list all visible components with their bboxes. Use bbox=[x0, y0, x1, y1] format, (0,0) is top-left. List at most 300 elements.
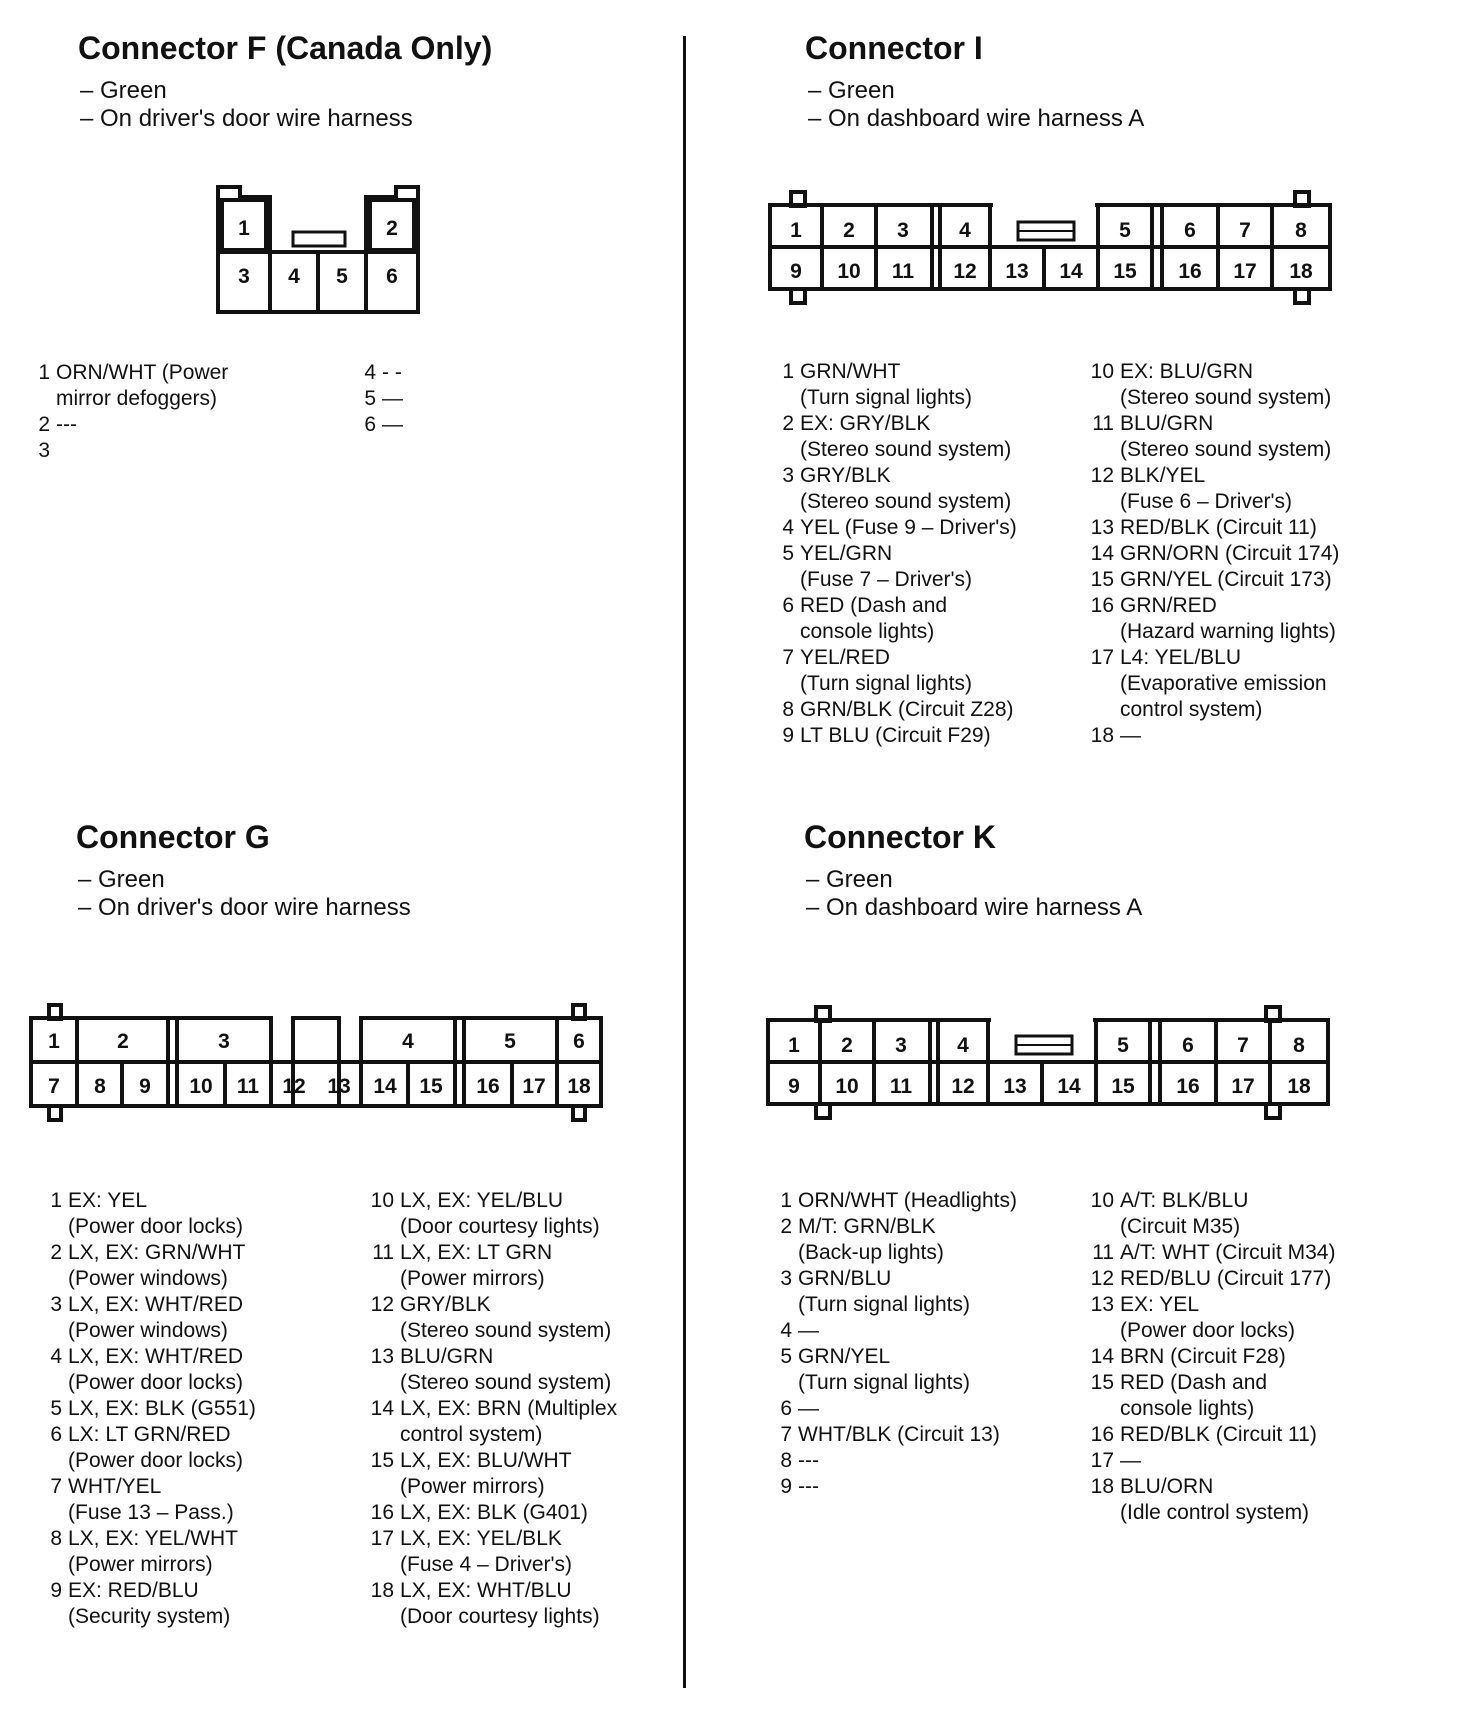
pin-entry bbox=[760, 1474, 1017, 1500]
pin-description: RED (Dash and bbox=[1120, 1371, 1268, 1394]
pin-8-label: 8 bbox=[1295, 219, 1307, 242]
connector-g-color: – Green bbox=[78, 866, 165, 893]
pin-description: A/T: BLK/BLU bbox=[1120, 1189, 1249, 1212]
pin-description: GRN/WHT bbox=[800, 360, 901, 383]
pin-12-label: 12 bbox=[951, 1075, 975, 1098]
pin-description: (Hazard warning lights) bbox=[1120, 620, 1336, 643]
pin-7-label: 7 bbox=[1239, 219, 1251, 242]
pin-1-label: 1 bbox=[788, 1034, 800, 1057]
pin-number: 9 bbox=[780, 1475, 792, 1498]
pin-6-label: 6 bbox=[386, 265, 398, 288]
pin-entry bbox=[762, 723, 1017, 749]
pin-description: WHT/YEL bbox=[68, 1475, 162, 1498]
pin-description: WHT/BLK (Circuit 13) bbox=[798, 1423, 1000, 1446]
pin-3-label: 3 bbox=[895, 1034, 907, 1057]
pin-description: — bbox=[382, 413, 403, 436]
pin-number: 2 bbox=[50, 1241, 62, 1264]
pin-number bbox=[362, 1604, 400, 1630]
pin-description: — bbox=[382, 387, 403, 410]
pin-number: 6 bbox=[364, 413, 376, 436]
pin-description: BLU/ORN bbox=[1120, 1475, 1214, 1498]
pin-description: (Power door locks) bbox=[68, 1215, 244, 1238]
pin-description: GRY/BLK bbox=[400, 1293, 491, 1316]
pin-number: 3 bbox=[50, 1293, 62, 1316]
pin-2-label: 2 bbox=[117, 1030, 129, 1053]
pin-number: 17 bbox=[1090, 646, 1114, 669]
pin-entry bbox=[30, 1292, 256, 1318]
pin-number bbox=[762, 567, 800, 593]
pin-number: 8 bbox=[50, 1527, 62, 1550]
pin-entry bbox=[362, 1552, 617, 1578]
pin-description: — bbox=[1120, 724, 1141, 747]
connector-k-pin-list-right bbox=[1082, 1188, 1335, 1526]
pin-description: GRN/YEL (Circuit 173) bbox=[1120, 568, 1332, 591]
pin-entry bbox=[1082, 1344, 1335, 1370]
pin-13-label: 13 bbox=[1005, 260, 1029, 283]
pin-description: M/T: GRN/BLK bbox=[798, 1215, 936, 1238]
pin-description: EX: RED/BLU bbox=[68, 1579, 199, 1602]
pin-5-label: 5 bbox=[1117, 1034, 1129, 1057]
pin-6-label: 6 bbox=[1182, 1034, 1194, 1057]
pin-number: 15 bbox=[370, 1449, 394, 1472]
pin-entry bbox=[30, 1214, 256, 1240]
pin-description: control system) bbox=[400, 1423, 543, 1446]
pin-entry bbox=[1082, 437, 1339, 463]
pin-6-label: 6 bbox=[573, 1030, 585, 1053]
pin-entry bbox=[362, 1448, 617, 1474]
pin-number bbox=[362, 1552, 400, 1578]
pin-number: 16 bbox=[370, 1501, 394, 1524]
pin-number: 12 bbox=[370, 1293, 394, 1316]
pin-2-label: 2 bbox=[386, 217, 398, 240]
pin-entry bbox=[30, 1552, 256, 1578]
pin-number: 7 bbox=[50, 1475, 62, 1498]
pin-entry bbox=[762, 489, 1017, 515]
pin-9-label: 9 bbox=[790, 260, 802, 283]
pin-description: RED/BLK (Circuit 11) bbox=[1120, 1423, 1317, 1446]
pin-number bbox=[362, 1214, 400, 1240]
pin-entry bbox=[1082, 1500, 1335, 1526]
pin-entry bbox=[362, 1370, 617, 1396]
pin-entry bbox=[18, 438, 228, 464]
pin-4-label: 4 bbox=[957, 1034, 969, 1057]
connector-i-pin-list-right bbox=[1082, 359, 1339, 749]
pin-number: 17 bbox=[370, 1527, 394, 1550]
pin-entry bbox=[344, 412, 403, 438]
pin-description: (Stereo sound system) bbox=[800, 438, 1012, 461]
pin-6-label: 6 bbox=[1184, 219, 1196, 242]
pin-description: LX, EX: WHT/RED bbox=[68, 1293, 244, 1316]
pin-number: 13 bbox=[370, 1345, 394, 1368]
pin-number bbox=[30, 1604, 68, 1630]
pin-description: mirror defoggers) bbox=[56, 387, 218, 410]
pin-entry bbox=[760, 1214, 1017, 1240]
pin-10-label: 10 bbox=[835, 1075, 859, 1098]
pin-13-label: 13 bbox=[327, 1075, 351, 1098]
pin-description: (Turn signal lights) bbox=[798, 1293, 970, 1316]
pin-number: 9 bbox=[50, 1579, 62, 1602]
pin-number bbox=[30, 1500, 68, 1526]
pin-entry bbox=[760, 1292, 1017, 1318]
pin-description: (Power door locks) bbox=[1120, 1319, 1296, 1342]
connector-i-title: Connector I bbox=[805, 30, 983, 66]
pin-number bbox=[30, 1370, 68, 1396]
pin-number: 1 bbox=[780, 1189, 792, 1212]
pin-entry bbox=[362, 1422, 617, 1448]
pin-description: BRN (Circuit F28) bbox=[1120, 1345, 1286, 1368]
pin-entry bbox=[762, 437, 1017, 463]
pin-entry bbox=[30, 1422, 256, 1448]
pin-number bbox=[1082, 1214, 1120, 1240]
pin-entry bbox=[762, 515, 1017, 541]
connector-k-location: – On dashboard wire harness A bbox=[806, 894, 1143, 921]
pin-entry bbox=[1082, 1422, 1335, 1448]
pin-number: 11 bbox=[1092, 412, 1114, 435]
pin-13-label: 13 bbox=[1003, 1075, 1027, 1098]
pin-number: 4 bbox=[780, 1319, 792, 1342]
pin-entry bbox=[30, 1396, 256, 1422]
pin-entry bbox=[362, 1344, 617, 1370]
pin-entry bbox=[1082, 359, 1339, 385]
pin-description: RED/BLK (Circuit 11) bbox=[1120, 516, 1317, 539]
pin-description: LX, EX: BLU/WHT bbox=[400, 1449, 572, 1472]
pin-number: 3 bbox=[782, 464, 794, 487]
pin-entry bbox=[1082, 567, 1339, 593]
pin-description: LX, EX: GRN/WHT bbox=[68, 1241, 246, 1264]
pin-entry bbox=[762, 411, 1017, 437]
connector-f-pin-list-left bbox=[18, 360, 228, 464]
pin-number: 18 bbox=[1090, 1475, 1114, 1498]
pin-description: --- bbox=[56, 413, 77, 436]
pin-number: 6 bbox=[50, 1423, 62, 1446]
pin-number: 15 bbox=[1090, 1371, 1114, 1394]
pin-1-label: 1 bbox=[790, 219, 802, 242]
pin-4-label: 4 bbox=[288, 265, 300, 288]
pin-9-label: 9 bbox=[139, 1075, 151, 1098]
pin-number: 5 bbox=[364, 387, 376, 410]
pin-description: console lights) bbox=[1120, 1397, 1255, 1420]
pin-4-label: 4 bbox=[402, 1030, 414, 1053]
connector-k-title: Connector K bbox=[804, 819, 996, 855]
pin-entry bbox=[762, 567, 1017, 593]
pin-number: 13 bbox=[1090, 1293, 1114, 1316]
pin-number: 15 bbox=[1090, 568, 1114, 591]
center-divider bbox=[683, 36, 686, 1688]
pin-16-label: 16 bbox=[1176, 1075, 1200, 1098]
pin-entry bbox=[1082, 1396, 1335, 1422]
pin-entry bbox=[760, 1448, 1017, 1474]
pin-number: 2 bbox=[782, 412, 794, 435]
pin-number bbox=[1082, 697, 1120, 723]
pin-number: 13 bbox=[1090, 516, 1114, 539]
pin-description: (Fuse 7 – Driver's) bbox=[800, 568, 973, 591]
pin-11-label: 11 bbox=[891, 260, 915, 283]
pin-number: 4 bbox=[782, 516, 794, 539]
pin-entry bbox=[1082, 1188, 1335, 1214]
connector-g-pin-list-left bbox=[30, 1188, 256, 1630]
pin-description: YEL (Fuse 9 – Driver's) bbox=[800, 516, 1017, 539]
pin-number: 7 bbox=[782, 646, 794, 669]
pin-description: --- bbox=[798, 1475, 819, 1498]
pin-description: control system) bbox=[1120, 698, 1263, 721]
pin-entry bbox=[1082, 1214, 1335, 1240]
pin-number: 8 bbox=[782, 698, 794, 721]
connector-g-pin-list-right bbox=[362, 1188, 617, 1630]
pin-18-label: 18 bbox=[1289, 260, 1313, 283]
connector-i-color: – Green bbox=[808, 77, 895, 104]
connector-k-pin-list-left bbox=[760, 1188, 1017, 1500]
pin-entry bbox=[30, 1240, 256, 1266]
pin-1-label: 1 bbox=[48, 1030, 60, 1053]
pin-description: ORN/WHT (Power bbox=[56, 361, 229, 384]
pin-description: LX, EX: WHT/RED bbox=[68, 1345, 244, 1368]
connector-g-location: – On driver's door wire harness bbox=[78, 894, 411, 921]
pin-entry bbox=[1082, 489, 1339, 515]
pin-2-label: 2 bbox=[843, 219, 855, 242]
pin-number bbox=[760, 1370, 798, 1396]
pin-number bbox=[362, 1318, 400, 1344]
pin-entry bbox=[1082, 541, 1339, 567]
pin-entry bbox=[1082, 1448, 1335, 1474]
pin-description: (Stereo sound system) bbox=[1120, 438, 1332, 461]
pin-14-label: 14 bbox=[1059, 260, 1083, 283]
pin-number: 16 bbox=[1090, 594, 1114, 617]
pin-description: (Power windows) bbox=[68, 1319, 228, 1342]
pin-description: (Fuse 6 – Driver's) bbox=[1120, 490, 1293, 513]
pin-5-label: 5 bbox=[504, 1030, 516, 1053]
pin-entry bbox=[762, 619, 1017, 645]
pin-description: YEL/RED bbox=[800, 646, 890, 669]
pin-number: 18 bbox=[370, 1579, 394, 1602]
pin-description: (Stereo sound system) bbox=[1120, 386, 1332, 409]
pin-description: BLU/GRN bbox=[400, 1345, 494, 1368]
pin-number bbox=[362, 1422, 400, 1448]
pin-entry bbox=[1082, 1474, 1335, 1500]
pin-entry bbox=[344, 360, 403, 386]
pin-number bbox=[362, 1370, 400, 1396]
pin-3-label: 3 bbox=[897, 219, 909, 242]
pin-number bbox=[762, 385, 800, 411]
pin-number: 4 bbox=[364, 361, 376, 384]
pin-description: BLU/GRN bbox=[1120, 412, 1214, 435]
pin-entry bbox=[760, 1396, 1017, 1422]
connector-i-location: – On dashboard wire harness A bbox=[808, 105, 1145, 132]
pin-entry bbox=[344, 386, 403, 412]
pin-description: RED/BLU (Circuit 177) bbox=[1120, 1267, 1332, 1290]
pin-10-label: 10 bbox=[837, 260, 861, 283]
pin-description: ORN/WHT (Headlights) bbox=[798, 1189, 1017, 1212]
pin-description: (Stereo sound system) bbox=[400, 1371, 612, 1394]
pin-number: 7 bbox=[780, 1423, 792, 1446]
pin-number: 12 bbox=[1090, 1267, 1114, 1290]
pin-entry bbox=[1082, 515, 1339, 541]
pin-description: GRN/RED bbox=[1120, 594, 1217, 617]
pin-description: (Door courtesy lights) bbox=[400, 1215, 600, 1238]
pin-description: YEL/GRN bbox=[800, 542, 893, 565]
pin-description: EX: GRY/BLK bbox=[800, 412, 931, 435]
pin-entry bbox=[362, 1578, 617, 1604]
pin-description: LX: LT GRN/RED bbox=[68, 1423, 231, 1446]
connector-i-pin-list-left bbox=[762, 359, 1017, 749]
pin-description: (Power mirrors) bbox=[400, 1475, 545, 1498]
pin-description: (Security system) bbox=[68, 1605, 231, 1628]
pin-description: console lights) bbox=[800, 620, 935, 643]
pin-16-label: 16 bbox=[476, 1075, 500, 1098]
pin-description: LT BLU (Circuit F29) bbox=[800, 724, 991, 747]
pin-entry bbox=[30, 1188, 256, 1214]
pin-entry bbox=[1082, 1240, 1335, 1266]
pin-entry bbox=[18, 386, 228, 412]
pin-5-label: 5 bbox=[336, 265, 348, 288]
pin-entry bbox=[1082, 463, 1339, 489]
pin-entry bbox=[362, 1604, 617, 1630]
pin-12-label: 12 bbox=[953, 260, 977, 283]
pin-entry bbox=[18, 360, 228, 386]
pin-entry bbox=[1082, 411, 1339, 437]
pin-entry bbox=[30, 1500, 256, 1526]
pin-entry bbox=[1082, 697, 1339, 723]
pin-entry bbox=[362, 1500, 617, 1526]
pin-entry bbox=[760, 1240, 1017, 1266]
pin-description: EX: YEL bbox=[68, 1189, 147, 1212]
pin-7-label: 7 bbox=[1237, 1034, 1249, 1057]
pin-description: LX, EX: YEL/BLU bbox=[400, 1189, 564, 1212]
pin-description: GRN/ORN (Circuit 174) bbox=[1120, 542, 1340, 565]
pin-description: (Power mirrors) bbox=[400, 1267, 545, 1290]
pin-entry bbox=[30, 1344, 256, 1370]
pin-entry bbox=[760, 1422, 1017, 1448]
pin-number bbox=[1082, 385, 1120, 411]
pin-number: 1 bbox=[50, 1189, 62, 1212]
pin-7-label: 7 bbox=[48, 1075, 60, 1098]
pin-4-label: 4 bbox=[959, 219, 971, 242]
pin-15-label: 15 bbox=[419, 1075, 443, 1098]
pin-description: L4: YEL/BLU bbox=[1120, 646, 1242, 669]
pin-entry bbox=[1082, 593, 1339, 619]
pin-number: 2 bbox=[780, 1215, 792, 1238]
pin-description: A/T: WHT (Circuit M34) bbox=[1120, 1241, 1336, 1264]
pin-description: (Turn signal lights) bbox=[800, 672, 972, 695]
pin-number: 1 bbox=[38, 361, 50, 384]
pin-5-label: 5 bbox=[1119, 219, 1131, 242]
pin-number bbox=[762, 489, 800, 515]
pin-15-label: 15 bbox=[1113, 260, 1137, 283]
pin-11-label: 11 bbox=[889, 1075, 913, 1098]
pin-entry bbox=[760, 1266, 1017, 1292]
pin-number bbox=[1082, 1318, 1120, 1344]
pin-description: (Door courtesy lights) bbox=[400, 1605, 600, 1628]
pin-14-label: 14 bbox=[373, 1075, 397, 1098]
pin-3-label: 3 bbox=[218, 1030, 230, 1053]
pin-description: LX, EX: BLK (G401) bbox=[400, 1501, 588, 1524]
pin-entry bbox=[1082, 1292, 1335, 1318]
pin-entry bbox=[1082, 1318, 1335, 1344]
pin-14-label: 14 bbox=[1057, 1075, 1081, 1098]
pin-description: (Evaporative emission bbox=[1120, 672, 1327, 695]
pin-entry bbox=[362, 1266, 617, 1292]
pin-number bbox=[762, 671, 800, 697]
pin-9-label: 9 bbox=[788, 1075, 800, 1098]
pin-number: 1 bbox=[782, 360, 794, 383]
connector-f-color: – Green bbox=[80, 77, 167, 104]
pin-3-label: 3 bbox=[238, 265, 250, 288]
pin-number: 10 bbox=[1090, 360, 1114, 383]
pin-description: (Idle control system) bbox=[1120, 1501, 1310, 1524]
pin-description: LX, EX: BLK (G551) bbox=[68, 1397, 256, 1420]
pin-entry bbox=[1082, 671, 1339, 697]
pin-entry bbox=[762, 671, 1017, 697]
pin-2-label: 2 bbox=[841, 1034, 853, 1057]
connector-k-color: – Green bbox=[806, 866, 893, 893]
pin-entry bbox=[30, 1578, 256, 1604]
pin-number: 14 bbox=[370, 1397, 394, 1420]
connector-f-title: Connector F (Canada Only) bbox=[78, 30, 493, 66]
pin-entry bbox=[362, 1396, 617, 1422]
pin-number: 5 bbox=[782, 542, 794, 565]
pin-description: GRN/YEL bbox=[798, 1345, 891, 1368]
pin-description: GRN/BLK (Circuit Z28) bbox=[800, 698, 1014, 721]
pin-description: (Power mirrors) bbox=[68, 1553, 213, 1576]
pin-number bbox=[1082, 1500, 1120, 1526]
pin-entry bbox=[1082, 723, 1339, 749]
pin-description: (Circuit M35) bbox=[1120, 1215, 1241, 1238]
pin-number: 8 bbox=[780, 1449, 792, 1472]
pin-number bbox=[1082, 619, 1120, 645]
pin-number bbox=[362, 1266, 400, 1292]
pin-entry bbox=[1082, 645, 1339, 671]
pin-entry bbox=[30, 1370, 256, 1396]
pin-number: 3 bbox=[780, 1267, 792, 1290]
pin-entry bbox=[30, 1526, 256, 1552]
pin-17-label: 17 bbox=[522, 1075, 546, 1098]
pin-17-label: 17 bbox=[1231, 1075, 1255, 1098]
connector-f-location: – On driver's door wire harness bbox=[80, 105, 413, 132]
pin-entry bbox=[760, 1188, 1017, 1214]
pin-entry bbox=[762, 541, 1017, 567]
pin-description: --- bbox=[798, 1449, 819, 1472]
pin-entry bbox=[762, 645, 1017, 671]
pin-entry bbox=[762, 697, 1017, 723]
pin-number: 5 bbox=[780, 1345, 792, 1368]
pin-entry bbox=[362, 1474, 617, 1500]
pin-1-label: 1 bbox=[238, 217, 250, 240]
pin-entry bbox=[30, 1604, 256, 1630]
pin-description: GRY/BLK bbox=[800, 464, 891, 487]
pin-entry bbox=[30, 1448, 256, 1474]
pin-number: 2 bbox=[38, 413, 50, 436]
pin-entry bbox=[760, 1318, 1017, 1344]
pin-entry bbox=[362, 1214, 617, 1240]
pin-number bbox=[362, 1474, 400, 1500]
pin-17-label: 17 bbox=[1233, 260, 1257, 283]
pin-description: EX: BLU/GRN bbox=[1120, 360, 1254, 383]
pin-entry bbox=[30, 1318, 256, 1344]
pin-10-label: 10 bbox=[189, 1075, 213, 1098]
pin-number: 6 bbox=[780, 1397, 792, 1420]
pin-number: 4 bbox=[50, 1345, 62, 1368]
pin-entry bbox=[362, 1292, 617, 1318]
pin-description: LX, EX: WHT/BLU bbox=[400, 1579, 572, 1602]
pin-entry bbox=[18, 412, 228, 438]
pin-description: (Stereo sound system) bbox=[400, 1319, 612, 1342]
pin-description: (Turn signal lights) bbox=[798, 1371, 970, 1394]
pin-entry bbox=[762, 385, 1017, 411]
pin-12-label: 12 bbox=[282, 1075, 306, 1098]
pin-number: 11 bbox=[372, 1241, 394, 1264]
pin-entry bbox=[1082, 1370, 1335, 1396]
pin-15-label: 15 bbox=[1111, 1075, 1135, 1098]
pin-number bbox=[30, 1318, 68, 1344]
